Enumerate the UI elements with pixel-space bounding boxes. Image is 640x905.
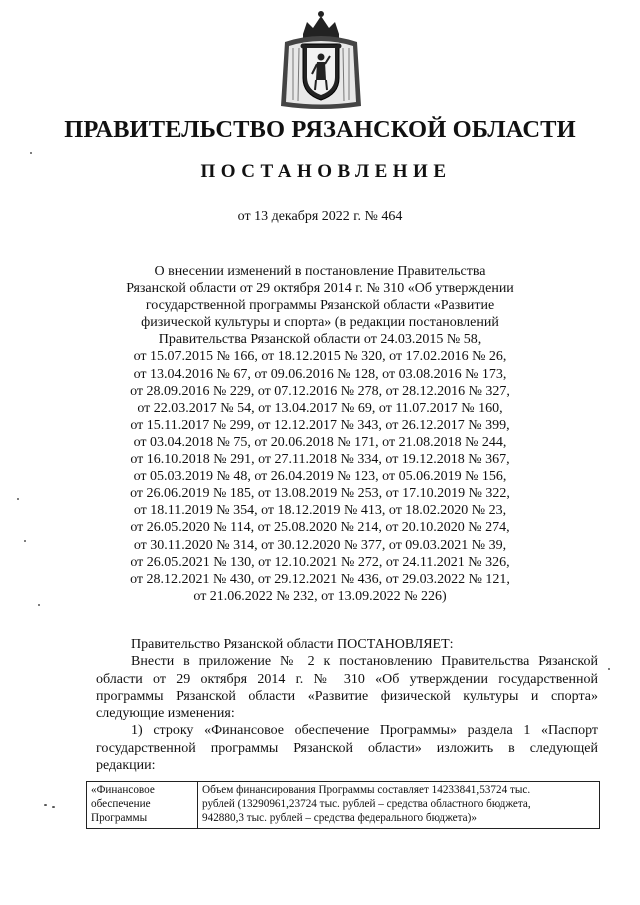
date-number: от 13 декабря 2022 г. № 464 (237, 209, 403, 224)
table-cell-text (198, 782, 600, 829)
scan-speck (17, 498, 19, 500)
scan-speck (52, 806, 55, 808)
subject-line: от 22.03.2017 № 54, от 13.04.2017 № 69, от 11.07.2017 № 160, (137, 400, 503, 416)
subject-line: Правительства Рязанской области от 24.03.2015 № 58, (158, 332, 482, 348)
subject-line: от 26.05.2020 № 114, от 25.08.2020 № 214, от 20.10.2020 № 274, (130, 520, 510, 536)
scan-speck (24, 540, 26, 542)
table-text-line: рублей (13290961,23724 тыс. рублей – средства областного бюджета, (202, 798, 531, 811)
subject-line: от 26.05.2021 № 130, от 12.10.2021 № 272, от 24.11.2021 № 326, (130, 554, 510, 570)
subject-line: от 13.04.2016 № 67, от 09.06.2016 № 128, от 03.08.2016 № 173, (133, 366, 507, 382)
resolution-paragraph: Правительство Рязанской области ПОСТАНОВЛЯЕТ: (131, 637, 454, 652)
subject-line: государственной программы Рязанской области «Развитие (145, 298, 495, 314)
subject-block (100, 263, 540, 605)
subject-line: от 28.12.2021 № 430, от 29.12.2021 № 436, от 29.03.2022 № 121, (130, 571, 510, 587)
table-cell-label (87, 782, 198, 829)
subject-line: от 30.11.2020 № 314, от 30.12.2020 № 377, от 09.03.2021 № 39, (133, 537, 507, 553)
subject-line: Рязанской области от 29 октября 2014 г. № 310 «Об утверждении (126, 281, 514, 297)
scan-speck (38, 604, 40, 606)
table-label-line: «Финансовое (91, 784, 155, 796)
subject-line: от 03.04.2018 № 75, от 20.06.2018 № 171, от 21.08.2018 № 244, (133, 434, 507, 450)
subject-line: от 28.09.2016 № 229, от 07.12.2016 № 278, от 28.12.2016 № 327, (130, 383, 510, 399)
decree-body (96, 636, 598, 774)
subject-line: от 18.11.2019 № 354, от 18.12.2019 № 413, от 18.02.2020 № 23, (133, 503, 507, 519)
amendment-paragraph-line: следующие изменения: (96, 706, 235, 722)
subject-line: от 15.07.2015 № 166, от 18.12.2015 № 320, от 17.02.2016 № 26, (133, 349, 507, 365)
amendment-paragraph-line: Внести в приложение № 2 к постановлению Правительства Рязанской (131, 654, 598, 670)
amendment-paragraph-line: области от 29 октября 2014 г. № 310 «Об утверждении государственной (96, 671, 598, 687)
subject-line: от 05.03.2019 № 48, от 26.04.2019 № 123, от 05.06.2019 № 156, (133, 469, 507, 485)
subject-line: от 16.10.2018 № 291, от 27.11.2018 № 334, от 19.12.2018 № 367, (130, 452, 510, 468)
subject-line: от 21.06.2022 № 232, от 13.09.2022 № 226) (193, 588, 447, 604)
subject-line: физической культуры и спорта» (в редакции постановлений (141, 315, 499, 331)
ryazan-coat-of-arms-icon (273, 8, 369, 112)
scan-speck (30, 152, 32, 154)
subject-line: от 26.06.2019 № 185, от 13.08.2019 № 253, от 17.10.2019 № 322, (130, 486, 510, 502)
table-text-line: Объем финансирования Программы составляет 14233841,53724 тыс. (202, 784, 531, 796)
funding-table (86, 781, 600, 829)
table-text-line: 942880,3 тыс. рублей – средства федерального бюджета)» (202, 812, 477, 825)
table-label-line: обеспечение (91, 798, 151, 811)
scan-speck (608, 668, 610, 670)
item-paragraph-line: редакции: (96, 758, 156, 774)
table-label-line: Программы (91, 812, 148, 825)
item-paragraph-line: государственной программы Рязанской области» изложить в следующей (96, 740, 598, 756)
document-type: ПОСТАНОВЛЕНИЕ (200, 161, 452, 182)
table-row (87, 782, 600, 829)
government-title: ПРАВИТЕЛЬСТВО РЯЗАНСКОЙ ОБЛАСТИ (64, 116, 576, 143)
subject-line: от 15.11.2017 № 299, от 12.12.2017 № 343, от 26.12.2017 № 399, (130, 417, 510, 433)
scan-speck (44, 804, 47, 806)
amendment-paragraph-line: программы Рязанской области «Развитие физической культуры и спорта» (96, 688, 598, 704)
item-paragraph-line: 1) строку «Финансовое обеспечение Программы» раздела 1 «Паспорт (131, 723, 598, 739)
subject-line: О внесении изменений в постановление Правительства (154, 264, 486, 279)
